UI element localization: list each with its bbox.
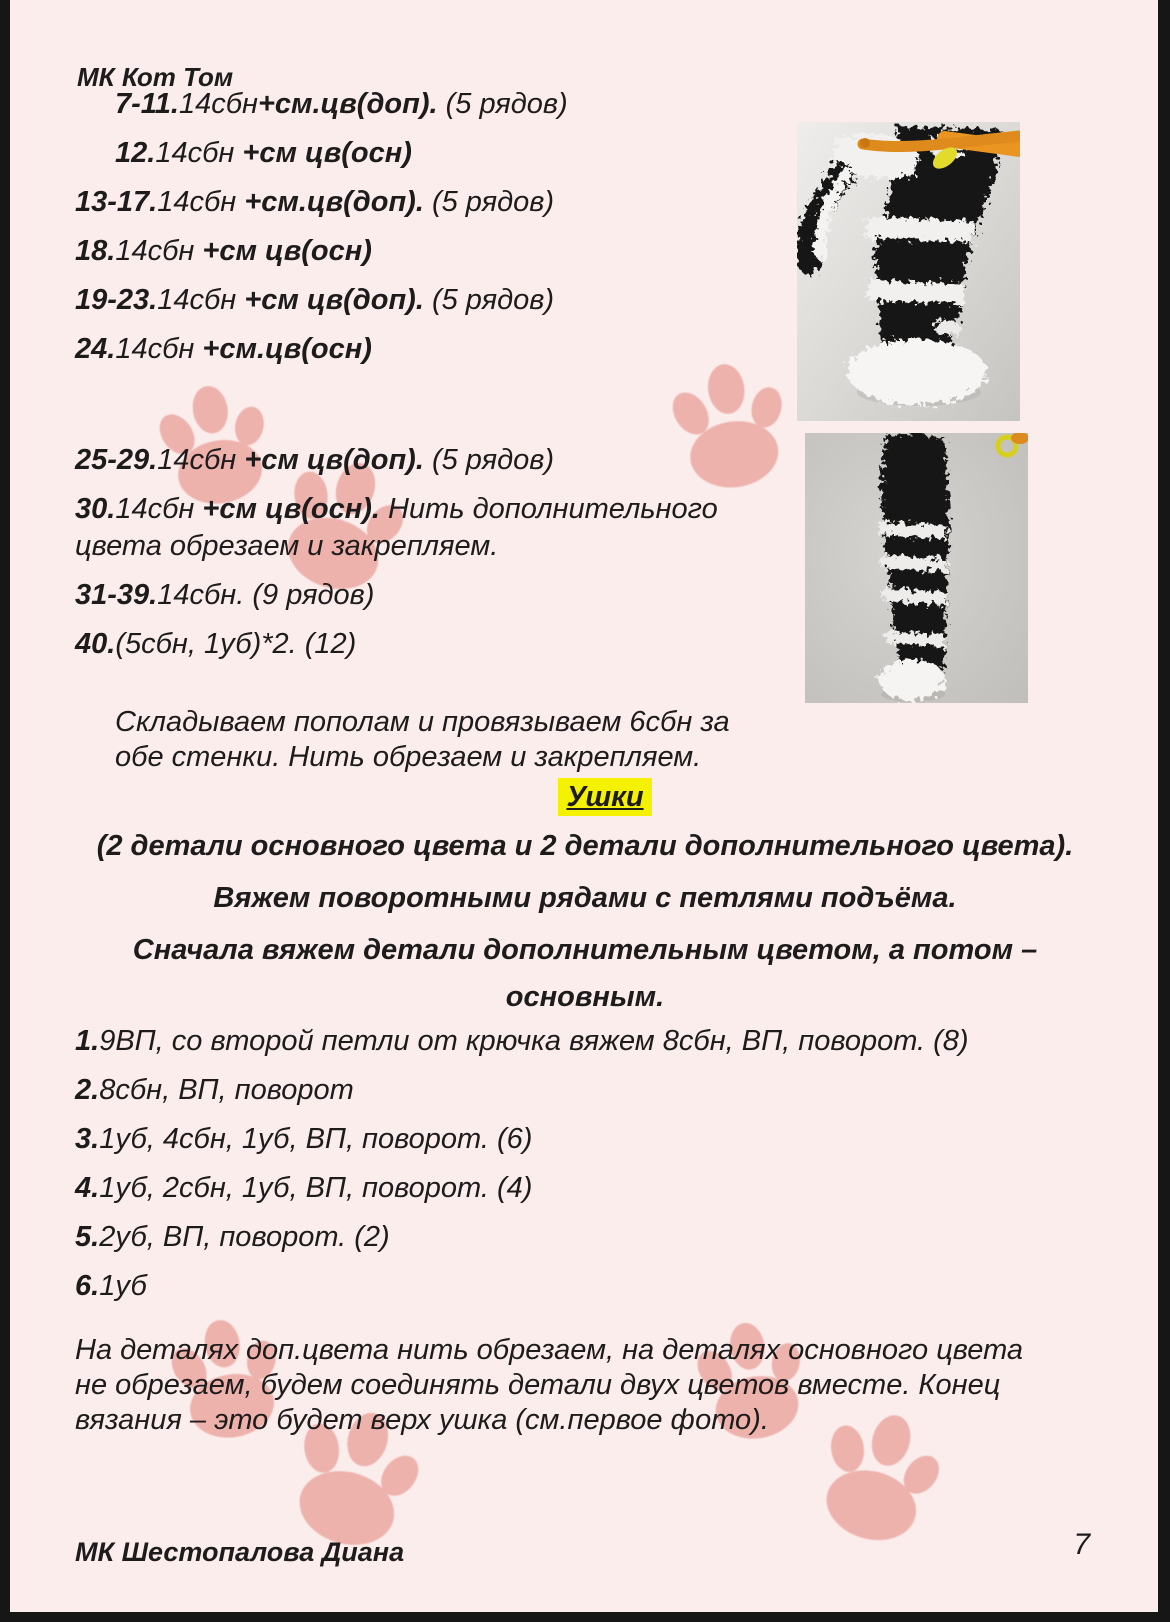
ears-row: 2.8сбн, ВП, поворот: [75, 1074, 354, 1106]
pattern-row: 19-23.14сбн +см цв(доп). (5 рядов): [75, 284, 555, 316]
ears-intro-line: основным.: [505, 981, 665, 1013]
document-title: МК Кот Том: [77, 62, 234, 92]
ears-row: 3.1уб, 4сбн, 1уб, ВП, поворот. (6): [75, 1123, 533, 1155]
photo-tail-in-progress: [797, 122, 1020, 421]
screenshot-edge-bottom: [0, 1612, 1170, 1622]
fold-note: Складываем пополам и провязываем 6сбн за обе стенки. Нить обрезаем и закрепляем.: [115, 706, 730, 773]
pattern-row: 40.(5сбн, 1уб)*2. (12): [75, 628, 357, 660]
page-number: 7: [1073, 1528, 1090, 1561]
ears-row: 4.1уб, 2сбн, 1уб, ВП, поворот. (4): [75, 1172, 533, 1204]
pattern-row: 31-39.14сбн. (9 рядов): [75, 579, 375, 611]
white-tail-tip: [879, 659, 945, 701]
pattern-row: 30.14сбн +см цв(осн). Нить дополнительного цвета обрезаем и закрепляем.: [75, 493, 718, 562]
ears-section-heading: Ушки: [558, 778, 651, 816]
ears-rows: [75, 1023, 1095, 1305]
ears-intro-line: (2 детали основного цвета и 2 детали дополнительного цвета).: [96, 830, 1074, 862]
pattern-row: 13-17.14сбн +см.цв(доп). (5 рядов): [75, 186, 555, 218]
screenshot-edge-left: [0, 0, 10, 1622]
pattern-row: 12.14сбн +см цв(осн): [115, 137, 412, 169]
white-tail-tip: [847, 339, 987, 405]
ears-end-note: На деталях доп.цвета нить обрезаем, на деталях основного цвета не обрезаем, будем соединять детали двух цветов вместе. Конец вязания – это будет верх ушка (см.первое фото).: [75, 1334, 1024, 1436]
ears-intro-line: Сначала вяжем детали дополнительным цветом, а потом –: [132, 934, 1038, 966]
photo-finished-tail: [805, 433, 1028, 703]
ears-row: 5.2уб, ВП, поворот. (2): [75, 1221, 390, 1253]
footer-author: МК Шестопалова Диана: [75, 1537, 405, 1567]
pattern-row: 25-29.14сбн +см цв(доп). (5 рядов): [75, 444, 555, 476]
ears-heading-line: [75, 777, 1095, 817]
screenshot-edge-right: [1158, 0, 1170, 1622]
pattern-row: 18.14сбн +см цв(осн): [75, 235, 372, 267]
ears-row: 6.1уб: [75, 1270, 147, 1302]
pattern-row: 7-11.14сбн+см.цв(доп). (5 рядов): [115, 88, 568, 120]
pattern-row: 24.14сбн +см.цв(осн): [75, 333, 372, 365]
ears-row: 1.9ВП, со второй петли от крючка вяжем 8сбн, ВП, поворот. (8): [75, 1025, 969, 1057]
ears-intro-line: Вяжем поворотными рядами с петлями подъёма.: [213, 882, 957, 914]
ears-intro: [75, 823, 1095, 1021]
